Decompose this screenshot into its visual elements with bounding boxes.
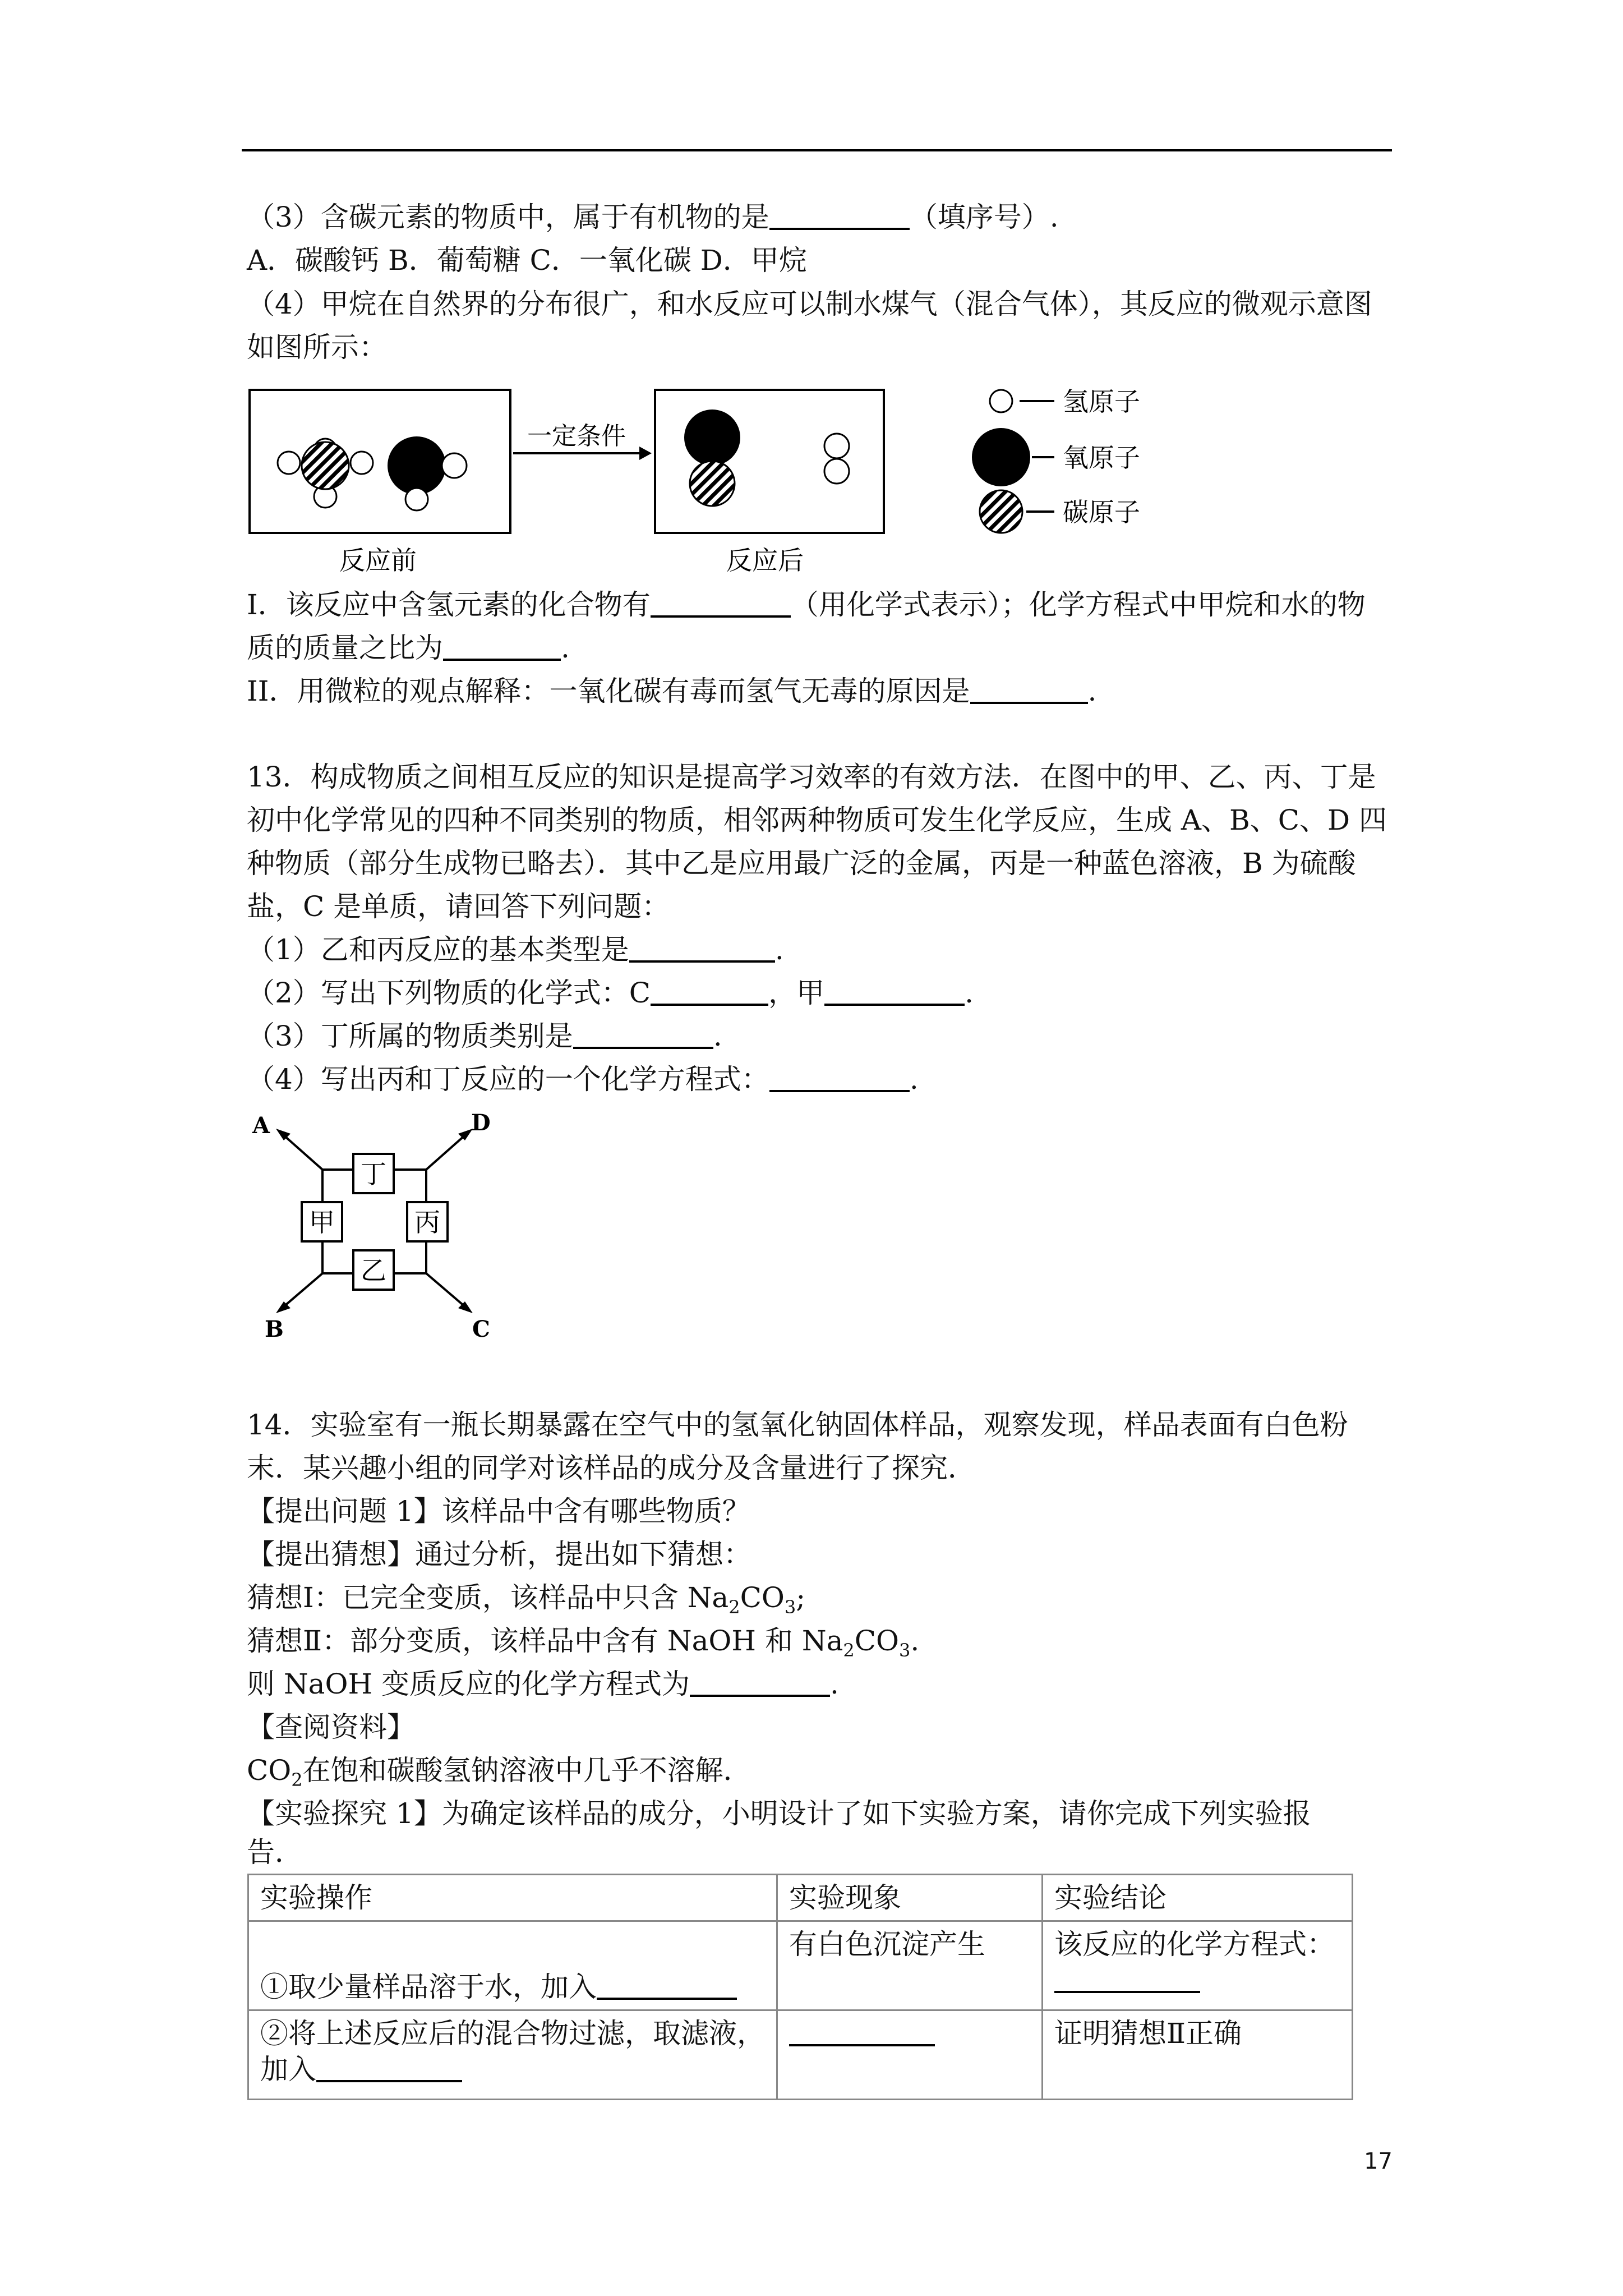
carbon-monoxide-molecule — [684, 409, 740, 506]
answer-blank[interactable] — [629, 938, 775, 963]
answer-blank[interactable] — [769, 1068, 910, 1092]
q12-part3: （3）含碳元素的物质中，属于有机物的是 （填序号）. — [247, 201, 1059, 233]
after-label: 反应后 — [726, 545, 804, 576]
answer-blank[interactable] — [824, 981, 965, 1006]
label-jia: 甲 — [309, 1207, 335, 1237]
header-rule — [242, 149, 1392, 151]
label-A: A — [252, 1114, 270, 1139]
q14-exp-line1: 【实验探究 1】为确定该样品的成分，小明设计了如下实验方案，请你完成下列实验报 — [247, 1797, 1311, 1830]
q14-question1: 【提出问题 1】该样品中含有哪些物质？ — [247, 1495, 750, 1527]
q12-ii-line: II．用微粒的观点解释：一氧化碳有毒而氢气无毒的原因是 . — [247, 675, 1097, 707]
experiment-table — [247, 1874, 1353, 2100]
q14-data-title: 【查阅资料】 — [247, 1711, 415, 1743]
label-D: D — [471, 1114, 491, 1136]
methane-molecule — [278, 439, 373, 508]
answer-blank[interactable] — [690, 1672, 830, 1697]
header-phenomenon: 实验现象 — [777, 1875, 1043, 1921]
legend-carbon: 碳原子 — [1063, 497, 1140, 527]
q12-part4-line1: （4）甲烷在自然界的分布很广，和水反应可以制水煤气（混合气体），其反应的微观示意图 — [247, 288, 1372, 320]
before-label: 反应前 — [339, 545, 417, 576]
q12-i-line1: I．该反应中含氢元素的化合物有 （用化学式表示）；化学方程式中甲烷和水的物 — [247, 588, 1366, 621]
answer-blank[interactable] — [970, 679, 1088, 704]
header-conclusion: 实验结论 — [1043, 1875, 1353, 1921]
label-yi: 乙 — [361, 1255, 386, 1286]
label-B: B — [265, 1316, 284, 1342]
table-header-row — [248, 1875, 1353, 1921]
page-number: 17 — [1364, 2148, 1393, 2174]
q14-line1: 14．实验室有一瓶长期暴露在空气中的氢氧化钠固体样品，观察发现，样品表面有白色粉 — [247, 1409, 1348, 1441]
after-box — [655, 390, 884, 533]
answer-blank[interactable] — [789, 2022, 935, 2046]
q13-sub4: （4）写出丙和丁反应的一个化学方程式： . — [247, 1063, 919, 1096]
q12-part3-options: A．碳酸钙 B．葡萄糖 C．一氧化碳 D．甲烷 — [247, 244, 807, 277]
table-row — [248, 1921, 1353, 2010]
row2-operation: ②将上述反应后的混合物过滤，取滤液， 加入 — [248, 2010, 777, 2100]
row1-operation: ①取少量样品溶于水，加入 — [248, 1921, 777, 2010]
row1-phenomenon: 有白色沉淀产生 — [777, 1921, 1043, 2010]
legend-oxygen: 氧原子 — [1063, 443, 1140, 473]
answer-blank[interactable] — [443, 636, 561, 661]
row2-conclusion: 证明猜想Ⅱ正确 — [1043, 2010, 1353, 2100]
answer-blank[interactable] — [573, 1024, 713, 1049]
q13-line2: 初中化学常见的四种不同类别的物质，相邻两种物质可发生化学反应，生成 A、B、C、D 四 — [247, 804, 1387, 836]
condition-label: 一定条件 — [527, 422, 626, 450]
answer-blank[interactable] — [597, 1975, 737, 2000]
substance-relation-diagram — [241, 1114, 505, 1343]
q12-part4-line2: 如图所示： — [247, 331, 387, 364]
answer-blank[interactable] — [316, 2058, 462, 2082]
q12-i-line2: 质的质量之比为 . — [247, 632, 570, 664]
q13-sub3: （3）丁所属的物质类别是 . — [247, 1020, 722, 1052]
q14-equation-line: 则 NaOH 变质反应的化学方程式为 . — [247, 1668, 839, 1700]
legend — [972, 386, 1140, 533]
q14-guess2: 猜想Ⅱ：部分变质，该样品中含有 NaOH 和 $Na_2CO_3$. — [247, 1625, 920, 1661]
legend-hydrogen: 氢原子 — [1063, 386, 1140, 417]
q13-line4: 盐，C 是单质，请回答下列问题： — [247, 890, 670, 923]
q14-guess1: 猜想Ⅰ：已完全变质，该样品中只含 $Na_2CO_3$; — [247, 1581, 806, 1618]
q13-line1: 13．构成物质之间相互反应的知识是提高学习效率的有效方法．在图中的甲、乙、丙、丁是 — [247, 761, 1376, 793]
label-ding: 丁 — [361, 1159, 386, 1189]
answer-blank[interactable] — [769, 205, 910, 230]
q14-guess-title: 【提出猜想】通过分析，提出如下猜想： — [247, 1538, 751, 1571]
hydrogen-molecule — [824, 434, 849, 484]
q13-sub2: （2）写出下列物质的化学式：C ，甲 . — [247, 977, 974, 1009]
reaction-micro-diagram — [247, 381, 1200, 583]
q14-exp-line2: 告． — [247, 1836, 303, 1869]
header-operation: 实验操作 — [248, 1875, 777, 1921]
row2-phenomenon — [777, 2010, 1043, 2100]
q14-line2: 末．某兴趣小组的同学对该样品的成分及含量进行了探究． — [247, 1452, 976, 1484]
water-molecule — [388, 436, 467, 510]
label-C: C — [472, 1316, 490, 1342]
q13-sub1: （1）乙和丙反应的基本类型是 . — [247, 933, 784, 966]
label-bing: 丙 — [414, 1207, 440, 1237]
q14-data-line: $CO_2$在饱和碳酸氢钠溶液中几乎不溶解． — [247, 1754, 751, 1791]
answer-blank[interactable] — [651, 981, 768, 1006]
table-row — [248, 2010, 1353, 2100]
row1-conclusion: 该反应的化学方程式： — [1043, 1921, 1353, 2010]
answer-blank[interactable] — [651, 593, 791, 618]
q13-line3: 种物质（部分生成物已略去）．其中乙是应用最广泛的金属，丙是一种蓝色溶液，B 为硫酸 — [247, 847, 1356, 880]
answer-blank[interactable] — [1054, 1968, 1200, 1993]
